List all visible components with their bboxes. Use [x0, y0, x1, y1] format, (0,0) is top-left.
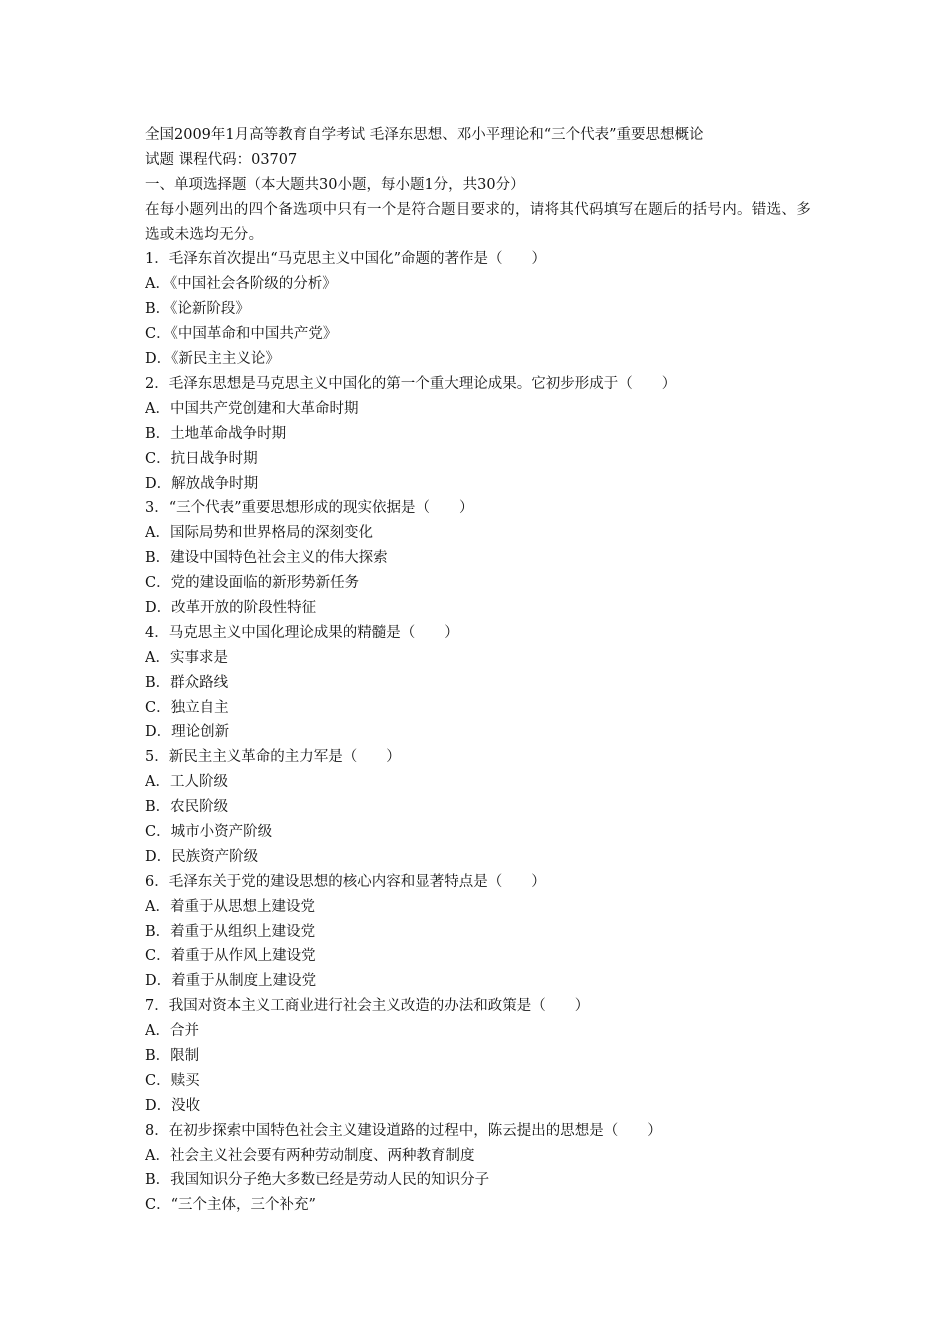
answer-option: C．“三个主体，三个补充”	[145, 1197, 316, 1214]
instructions-paragraph: 在每小题列出的四个备选项中只有一个是符合题目要求的，请将其代码填写在题后的括号内。错选、多选或未选均无分。	[145, 201, 811, 243]
answer-option: D．民族资产阶级	[145, 848, 259, 865]
answer-option: C．城市小资产阶级	[145, 823, 273, 840]
question-stem: 8．在初步探索中国特色社会主义建设道路的过程中，陈云提出的思想是（ ）	[145, 1122, 662, 1139]
question-stem: 1．毛泽东首次提出“马克思主义中国化”命题的著作是（ ）	[145, 251, 547, 268]
document-title-line-1: 全国2009年1月高等教育自学考试 毛泽东思想、邓小平理论和“三个代表”重要思想概论	[145, 127, 704, 143]
question-block	[145, 1119, 813, 1219]
answer-option: B．着重于从组织上建设党	[145, 923, 316, 940]
question-stem: 7．我国对资本主义工商业进行社会主义改造的办法和政策是（ ）	[145, 998, 590, 1015]
document-title-line-2: 试题 课程代码：03707	[145, 151, 298, 168]
question-block	[145, 870, 813, 994]
question-stem: 6．毛泽东关于党的建设思想的核心内容和显著特点是（ ）	[145, 873, 546, 890]
answer-option: C．党的建设面临的新形势新任务	[145, 575, 360, 592]
answer-option: C．赎买	[145, 1072, 200, 1089]
answer-option: B．农民阶级	[145, 799, 229, 816]
document-body	[145, 123, 813, 1218]
answer-option: D．《新民主主义论》	[145, 351, 280, 368]
question-block	[145, 621, 813, 745]
question-block	[145, 247, 813, 371]
question-stem: 2．毛泽东思想是马克思主义中国化的第一个重大理论成果。它初步形成于（ ）	[145, 375, 677, 392]
answer-option: D．理论创新	[145, 724, 230, 741]
question-block	[145, 745, 813, 869]
answer-option: C．抗日战争时期	[145, 450, 258, 467]
answer-option: A．《中国社会各阶级的分析》	[145, 276, 337, 293]
answer-option: D．没收	[145, 1097, 201, 1114]
answer-option: B．《论新阶段》	[145, 301, 250, 318]
answer-option: A．着重于从思想上建设党	[145, 898, 315, 915]
answer-option: B．建设中国特色社会主义的伟大探索	[145, 550, 388, 567]
question-block	[145, 496, 813, 620]
question-stem: 4．马克思主义中国化理论成果的精髓是（ ）	[145, 624, 459, 641]
answer-option: A．工人阶级	[145, 774, 228, 791]
answer-option: D．着重于从制度上建设党	[145, 973, 317, 990]
answer-option: C．着重于从作风上建设党	[145, 948, 316, 965]
question-block	[145, 372, 813, 496]
question-stem: 3．“三个代表”重要思想形成的现实依据是（ ）	[145, 500, 474, 517]
answer-option: A．社会主义社会要有两种劳动制度、两种教育制度	[145, 1147, 475, 1164]
answer-option: A．国际局势和世界格局的深刻变化	[145, 525, 373, 542]
section-heading: 一、单项选择题（本大题共30小题，每小题1分，共30分）	[145, 176, 525, 193]
answer-option: B．土地革命战争时期	[145, 425, 287, 442]
question-block	[145, 994, 813, 1118]
answer-option: A．中国共产党创建和大革命时期	[145, 400, 359, 417]
answer-option: B．限制	[145, 1047, 200, 1064]
answer-option: B．我国知识分子绝大多数已经是劳动人民的知识分子	[145, 1172, 490, 1189]
answer-option: C．独立自主	[145, 699, 229, 716]
answer-option: B．群众路线	[145, 674, 229, 691]
answer-option: A．实事求是	[145, 649, 228, 666]
answer-option: D．解放战争时期	[145, 475, 259, 492]
answer-option: A．合并	[145, 1023, 199, 1040]
question-stem: 5．新民主主义革命的主力军是（ ）	[145, 749, 401, 766]
question-list	[145, 247, 813, 1218]
answer-option: D．改革开放的阶段性特征	[145, 599, 317, 616]
answer-option: C．《中国革命和中国共产党》	[145, 326, 338, 343]
